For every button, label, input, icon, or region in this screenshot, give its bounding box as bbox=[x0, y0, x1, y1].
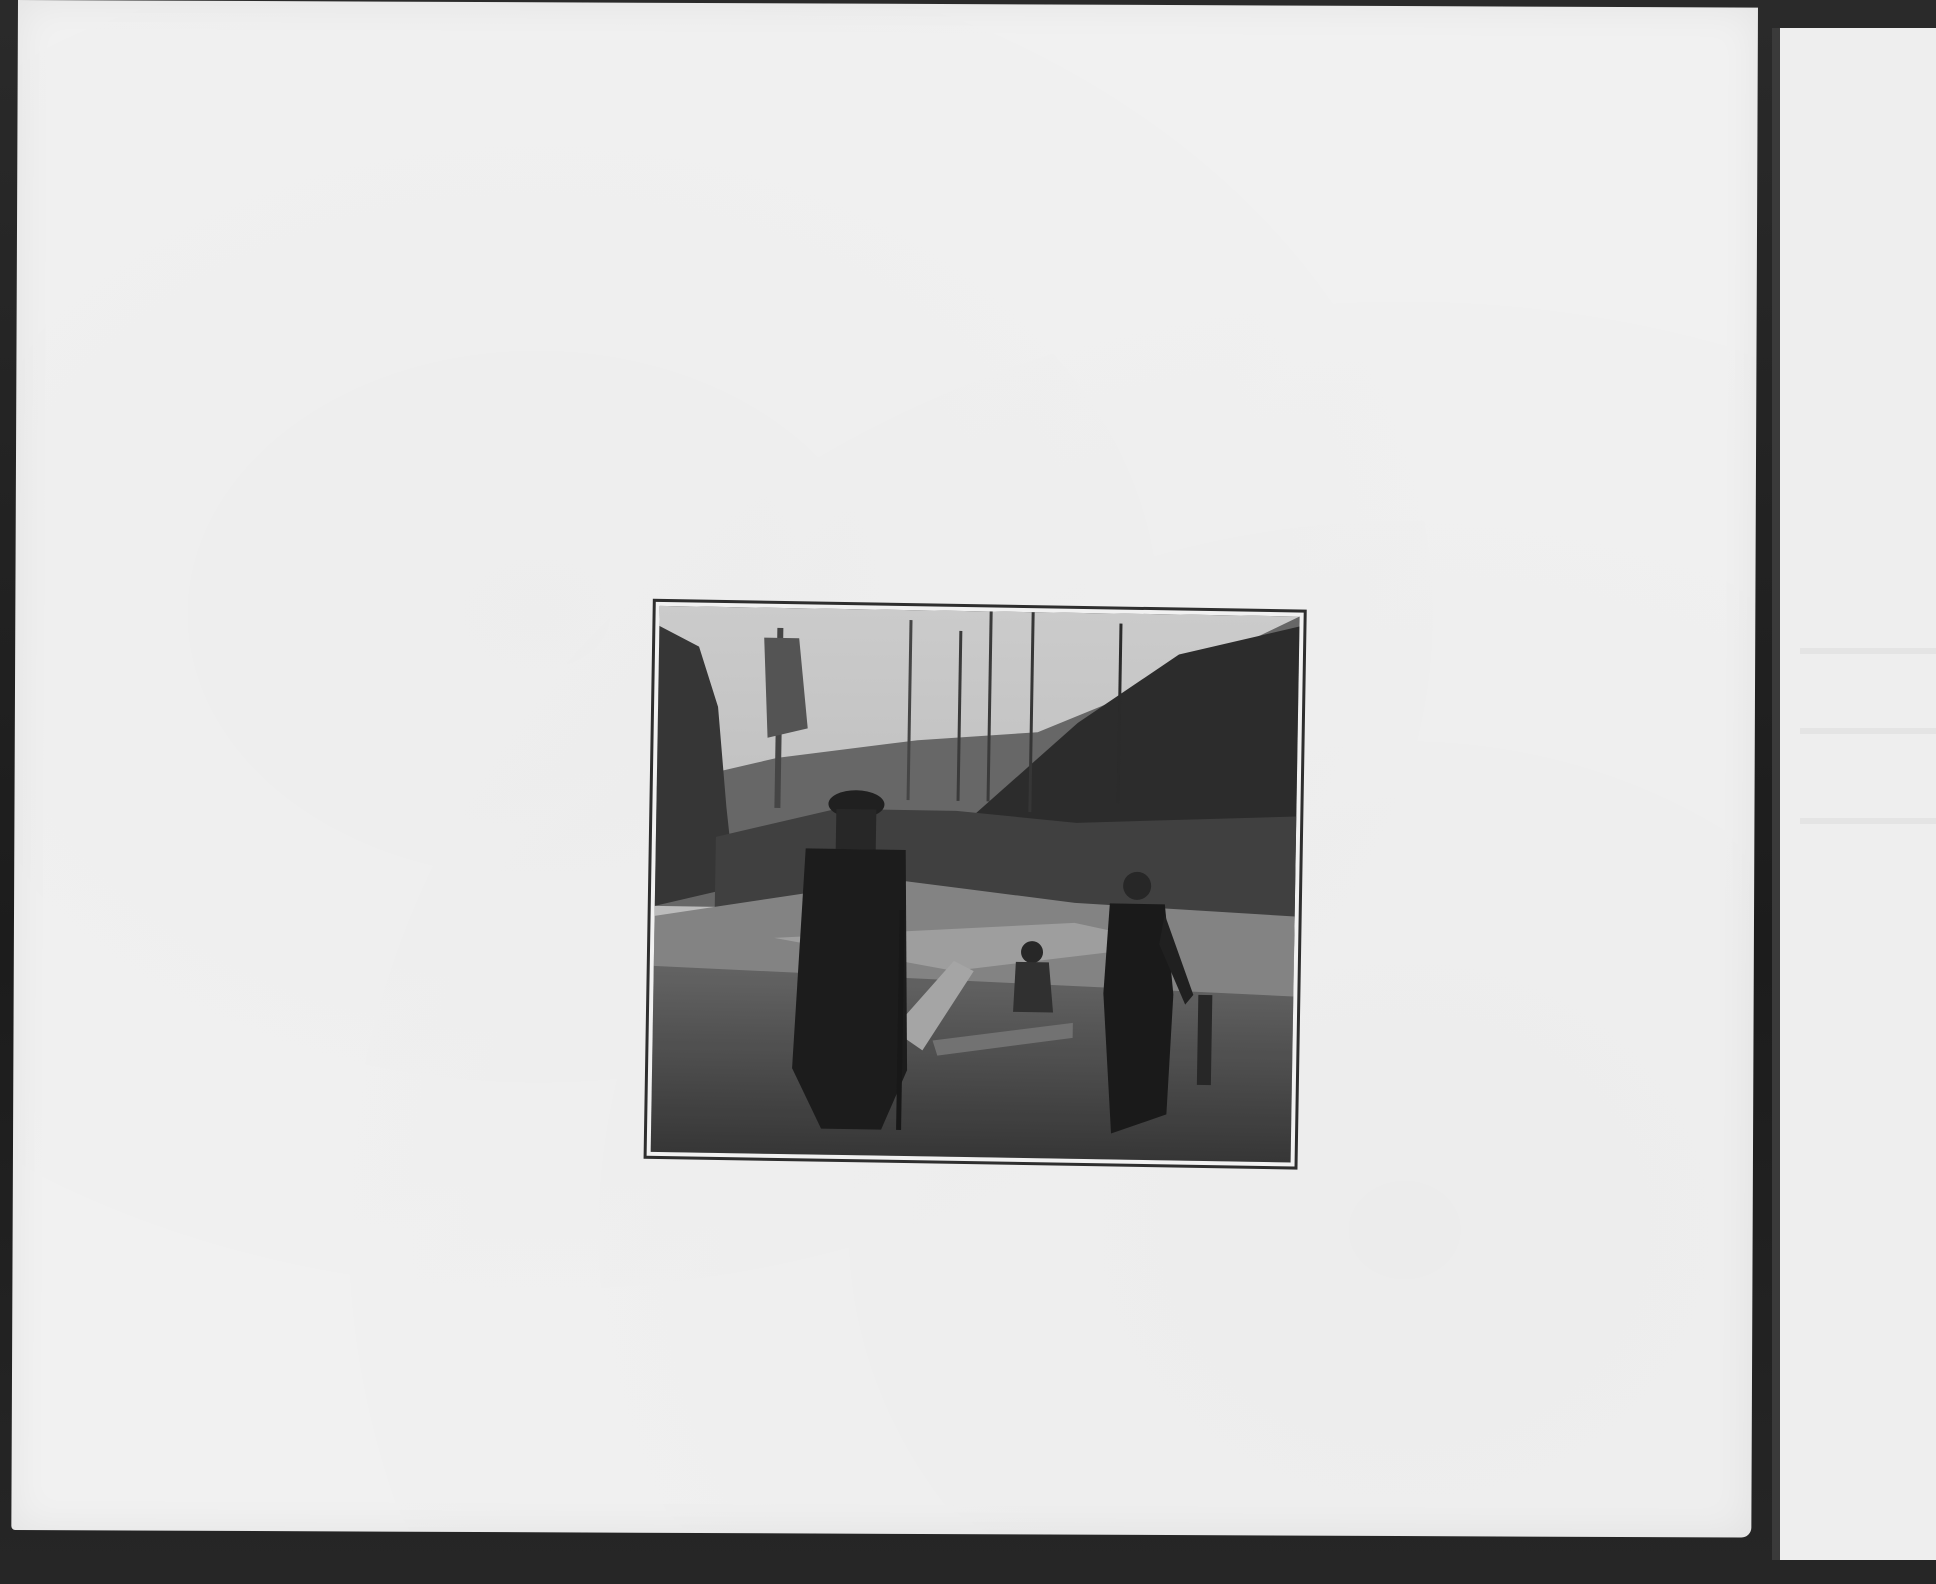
document-page bbox=[11, 0, 1758, 1538]
bleed-through-line bbox=[1800, 818, 1936, 824]
quote-text bbox=[317, 131, 1647, 158]
photograph-frame bbox=[644, 599, 1307, 1170]
bleed-through-line bbox=[1800, 648, 1936, 654]
adjacent-page-edge bbox=[1772, 28, 1936, 1560]
bleed-through-line bbox=[1800, 728, 1936, 734]
quote-block bbox=[317, 131, 1647, 158]
river-photograph bbox=[651, 606, 1300, 1163]
